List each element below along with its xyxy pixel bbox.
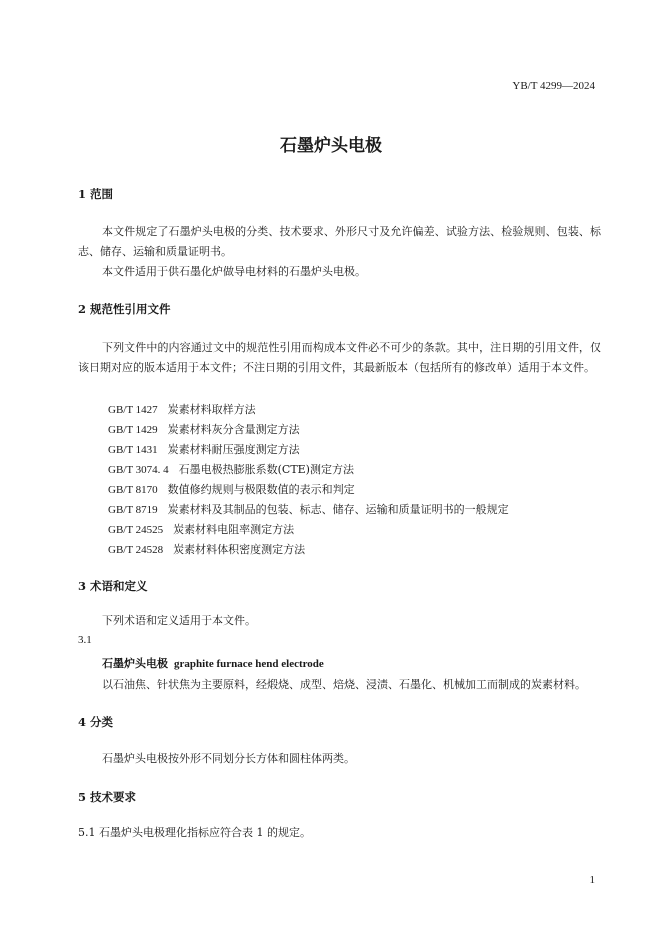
reference-code: GB/T 1431	[108, 444, 158, 456]
section-3-intro: 下列术语和定义适用于本文件。	[102, 614, 256, 627]
page-number: 1	[589, 874, 595, 886]
section-5-paragraph: 5.1 石墨炉头电极理化指标应符合表 1 的规定。	[78, 826, 311, 839]
term-english: graphite furnace hend electrode	[174, 658, 324, 670]
section-2-intro: 下列文件中的内容通过文中的规范性引用而构成本文件必不可少的条款。其中，注日期的引用文件，仅该日期对应的版本适用于本文件；不注日期的引用文件，其最新版本（包括所有的修改单）适用于本文件。	[78, 341, 601, 374]
reference-item	[108, 521, 294, 537]
section-4-paragraph: 石墨炉头电极按外形不同划分长方体和圆柱体两类。	[102, 752, 355, 765]
reference-code: GB/T 24525	[108, 524, 164, 536]
section-1-paragraph-2: 本文件适用于供石墨化炉做导电材料的石墨炉头电极。	[102, 265, 366, 278]
reference-item	[108, 461, 354, 477]
reference-code: GB/T 8719	[108, 504, 158, 516]
reference-item	[108, 421, 300, 437]
term-number: 3.1	[78, 634, 92, 646]
reference-item	[108, 541, 305, 557]
reference-code: GB/T 24528	[108, 544, 164, 556]
term-definition: 以石油焦、针状焦为主要原料，经煅烧、成型、焙烧、浸渍、石墨化、机械加工而制成的炭素材料。	[102, 678, 586, 691]
reference-title: 炭素材料耐压强度测定方法	[167, 443, 300, 456]
reference-item	[108, 401, 256, 417]
reference-title: 炭素材料电阻率测定方法	[173, 523, 295, 536]
reference-item	[108, 501, 509, 517]
reference-title: 炭素材料取样方法	[167, 403, 256, 416]
reference-title: 石墨电极热膨胀系数(CTE)测定方法	[178, 463, 354, 476]
section-1-heading: 1 范围	[78, 187, 114, 201]
reference-code: GB/T 3074. 4	[108, 464, 169, 476]
term-chinese: 石墨炉头电极	[102, 657, 168, 670]
reference-title: 炭素材料体积密度测定方法	[173, 543, 306, 556]
standard-id: YB/T 4299—2024	[512, 80, 595, 92]
reference-title: 数值修约规则与极限数值的表示和判定	[167, 483, 355, 496]
section-1-paragraph-1: 本文件规定了石墨炉头电极的分类、技术要求、外形尺寸及允许偏差、试验方法、检验规则、包装、标志、储存、运输和质量证明书。	[78, 225, 601, 258]
page-title: 石墨炉头电极	[280, 136, 382, 156]
section-3-heading: 3 术语和定义	[78, 579, 148, 593]
reference-item	[108, 481, 355, 497]
reference-title: 炭素材料灰分含量测定方法	[167, 423, 300, 436]
reference-title: 炭素材料及其制品的包装、标志、储存、运输和质量证明书的一般规定	[167, 503, 509, 516]
section-2-heading: 2 规范性引用文件	[78, 302, 171, 316]
reference-code: GB/T 1429	[108, 424, 158, 436]
section-4-heading: 4 分类	[78, 715, 114, 729]
reference-code: GB/T 1427	[108, 404, 158, 416]
term-entry	[102, 655, 324, 671]
reference-item	[108, 441, 300, 457]
section-5-heading: 5 技术要求	[78, 790, 137, 804]
reference-code: GB/T 8170	[108, 484, 158, 496]
